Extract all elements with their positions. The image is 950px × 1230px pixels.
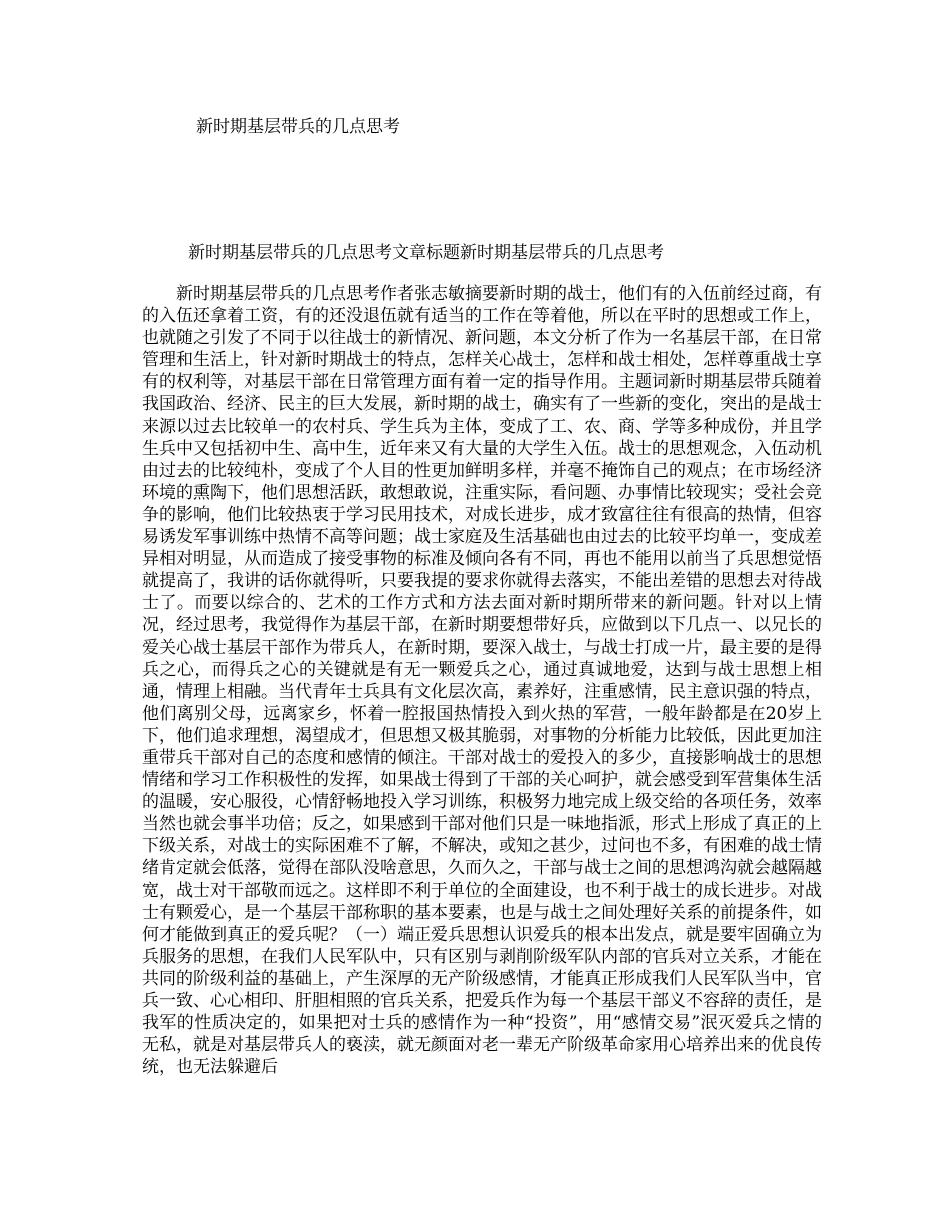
document-title: 新时期基层带兵的几点思考 xyxy=(196,117,400,137)
document-subtitle: 新时期基层带兵的几点思考文章标题新时期基层带兵的几点思考 xyxy=(188,243,664,263)
document-body-paragraph: 新时期基层带兵的几点思考作者张志敏摘要新时期的战士，他们有的入伍前经过商，有的入伍还拿着工资，有的还没退伍就有适当的工作在等着他，所以在平时的思想或工作上，也就随之引发了不同于以往战士的新情况、新问题，本文分析了作为一名基层干部，在日常管理和生活上，针对新时期战士的特点，怎样关心战士，怎样和战士相处，怎样尊重战士享有的权利等，对基层干部在日常管理方面有着一定的指导作用。主题词新时期基层带兵随着我国政治、经济、民主的巨大发展，新时期的战士，确实有了一些新的变化，突出的是战士来源以过去比较单一的农村兵、学生兵为主体，变成了工、农、商、学等多种成份，并且学生兵中又包括初中生、高中生，近年来又有大量的大学生入伍。战士的思想观念，入伍动机由过去的比较纯朴，变成了个人目的性更加鲜明多样，并毫不掩饰自己的观点；在市场经济环境的熏陶下，他们思想活跃，敢想敢说，注重实际，看问题、办事情比较现实；受社会竞争的影响，他们比较热衷于学习民用技术，对成长进步，成才致富往往有很高的热情，但容易诱发军事训练中热情不高等问题；战士家庭及生活基础也由过去的比较平均单一，变成差异相对明显，从而造成了接受事物的标准及倾向各有不同，再也不能用以前当了兵思想觉悟就提高了，我讲的话你就得听，只要我提的要求你就得去落实，不能出差错的思想去对待战士了。而要以综合的、艺术的工作方式和方法去面对新时期所带来的新问题。针对以上情况，经过思考，我觉得作为基层干部，在新时期要想带好兵，应做到以下几点一、以兄长的爱关心战士基层干部作为带兵人，在新时期，要深入战士，与战士打成一片，最主要的是得兵之心，而得兵之心的关键就是有无一颗爱兵之心，通过真诚地爱，达到与战士思想上相通，情理上相融。当代青年士兵具有文化层次高，素养好，注重感情，民主意识强的特点，他们离别父母，远离家乡，怀着一腔报国热情投入到火热的军营，一般年龄都是在20岁上下，他们追求理想，渴望成才，但思想又极其脆弱，对事物的分析能力比较低，因此更加注重带兵干部对自己的态度和感情的倾注。干部对战士的爱投入的多少，直接影响战士的思想情绪和学习工作积极性的发挥，如果战士得到了干部的关心呵护，就会感受到军营集体生活的温暖，安心服役，心情舒畅地投入学习训练，积极努力地完成上级交给的各项任务，效率当然也就会事半功倍；反之，如果感到干部对他们只是一味地指派，形式上形成了真正的上下级关系，对战士的实际困难不了解，不解决，或知之甚少，过问也不多，有困难的战士情绪肯定就会低落，觉得在部队没啥意思，久而久之，干部与战士之间的思想鸿沟就会越隔越宽，战士对干部敬而远之。这样即不利于单位的全面建设，也不利于战士的成长进步。对战士有颗爱心，是一个基层干部称职的基本要素，也是与战士之间处理好关系的前提条件，如何才能做到真正的爱兵呢？（一）端正爱兵思想认识爱兵的根本出发点，就是要牢固确立为兵服务的思想，在我们人民军队中，只有区别与剥削阶级军队内部的官兵对立关系，才能在共同的阶级利益的基础上，产生深厚的无产阶级感情，才能真正形成我们人民军队当中，官兵一致、心心相印、肝胆相照的官兵关系，把爱兵作为每一个基层干部义不容辞的责任，是我军的性质决定的，如果把对士兵的感情作为一种“投资”，用“感情交易”泯灭爱兵之情的无私，就是对基层带兵人的亵渎，就无颜面对老一辈无产阶级革命家用心培养出来的优良传统，也无法躲避后 xyxy=(142,284,822,1078)
